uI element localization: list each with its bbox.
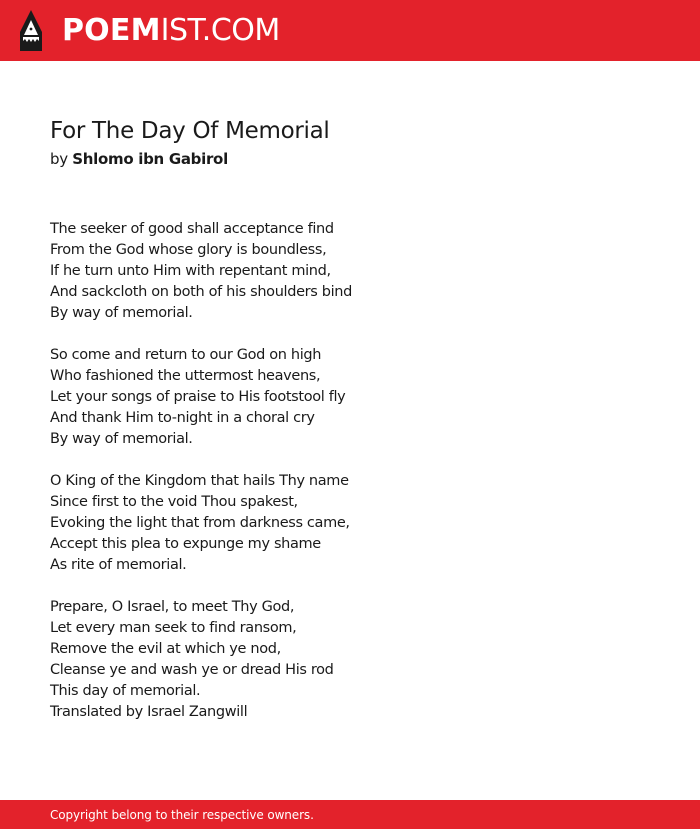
poem-line: Accept this plea to expunge my shame (50, 536, 321, 552)
copyright-notice: Copyright belong to their respective owners. (50, 808, 314, 822)
poem-line: Evoking the light that from darkness came, (50, 515, 350, 531)
logo-text-light: IST.COM (160, 13, 280, 48)
poem-line: From the God whose glory is boundless, (50, 242, 327, 258)
poem-line: This day of memorial. (50, 683, 201, 699)
poem-line: Remove the evil at which ye nod, (50, 641, 281, 657)
poem-line: Prepare, O Israel, to meet Thy God, (50, 599, 295, 615)
poem-line: And sackcloth on both of his shoulders bind (50, 284, 352, 300)
pen-nib-icon[interactable] (18, 10, 44, 51)
site-header (0, 0, 700, 61)
poem-body (50, 219, 670, 744)
poem-line: So come and return to our God on high (50, 347, 322, 363)
poem-line: Let your songs of praise to His footstool fly (50, 389, 346, 405)
poem-line: If he turn unto Him with repentant mind, (50, 263, 331, 279)
by-label: by (50, 150, 68, 168)
byline (50, 149, 228, 169)
poem-line: As rite of memorial. (50, 557, 187, 573)
poem-line: Cleanse ye and wash ye or dread His rod (50, 662, 334, 678)
author-name[interactable]: Shlomo ibn Gabirol (72, 150, 228, 168)
stanza-2 (50, 345, 670, 450)
poem-line: And thank Him to-night in a choral cry (50, 410, 315, 426)
poem-line: The seeker of good shall acceptance find (50, 221, 334, 237)
logo-text-bold: POEM (62, 13, 161, 48)
poem-line: O King of the Kingdom that hails Thy name (50, 473, 349, 489)
stanza-3 (50, 471, 670, 576)
poem-line: By way of memorial. (50, 305, 193, 321)
poem-title: For The Day Of Memorial (50, 118, 330, 144)
stanza-4 (50, 597, 670, 723)
poem-line: Since first to the void Thou spakest, (50, 494, 298, 510)
translator-credit: Translated by Israel Zangwill (50, 704, 248, 720)
site-footer (0, 800, 700, 829)
poem-line: By way of memorial. (50, 431, 193, 447)
poem-line: Who fashioned the uttermost heavens, (50, 368, 321, 384)
poem-line: Let every man seek to find ransom, (50, 620, 297, 636)
stanza-1 (50, 219, 670, 324)
site-logo[interactable] (62, 11, 280, 51)
